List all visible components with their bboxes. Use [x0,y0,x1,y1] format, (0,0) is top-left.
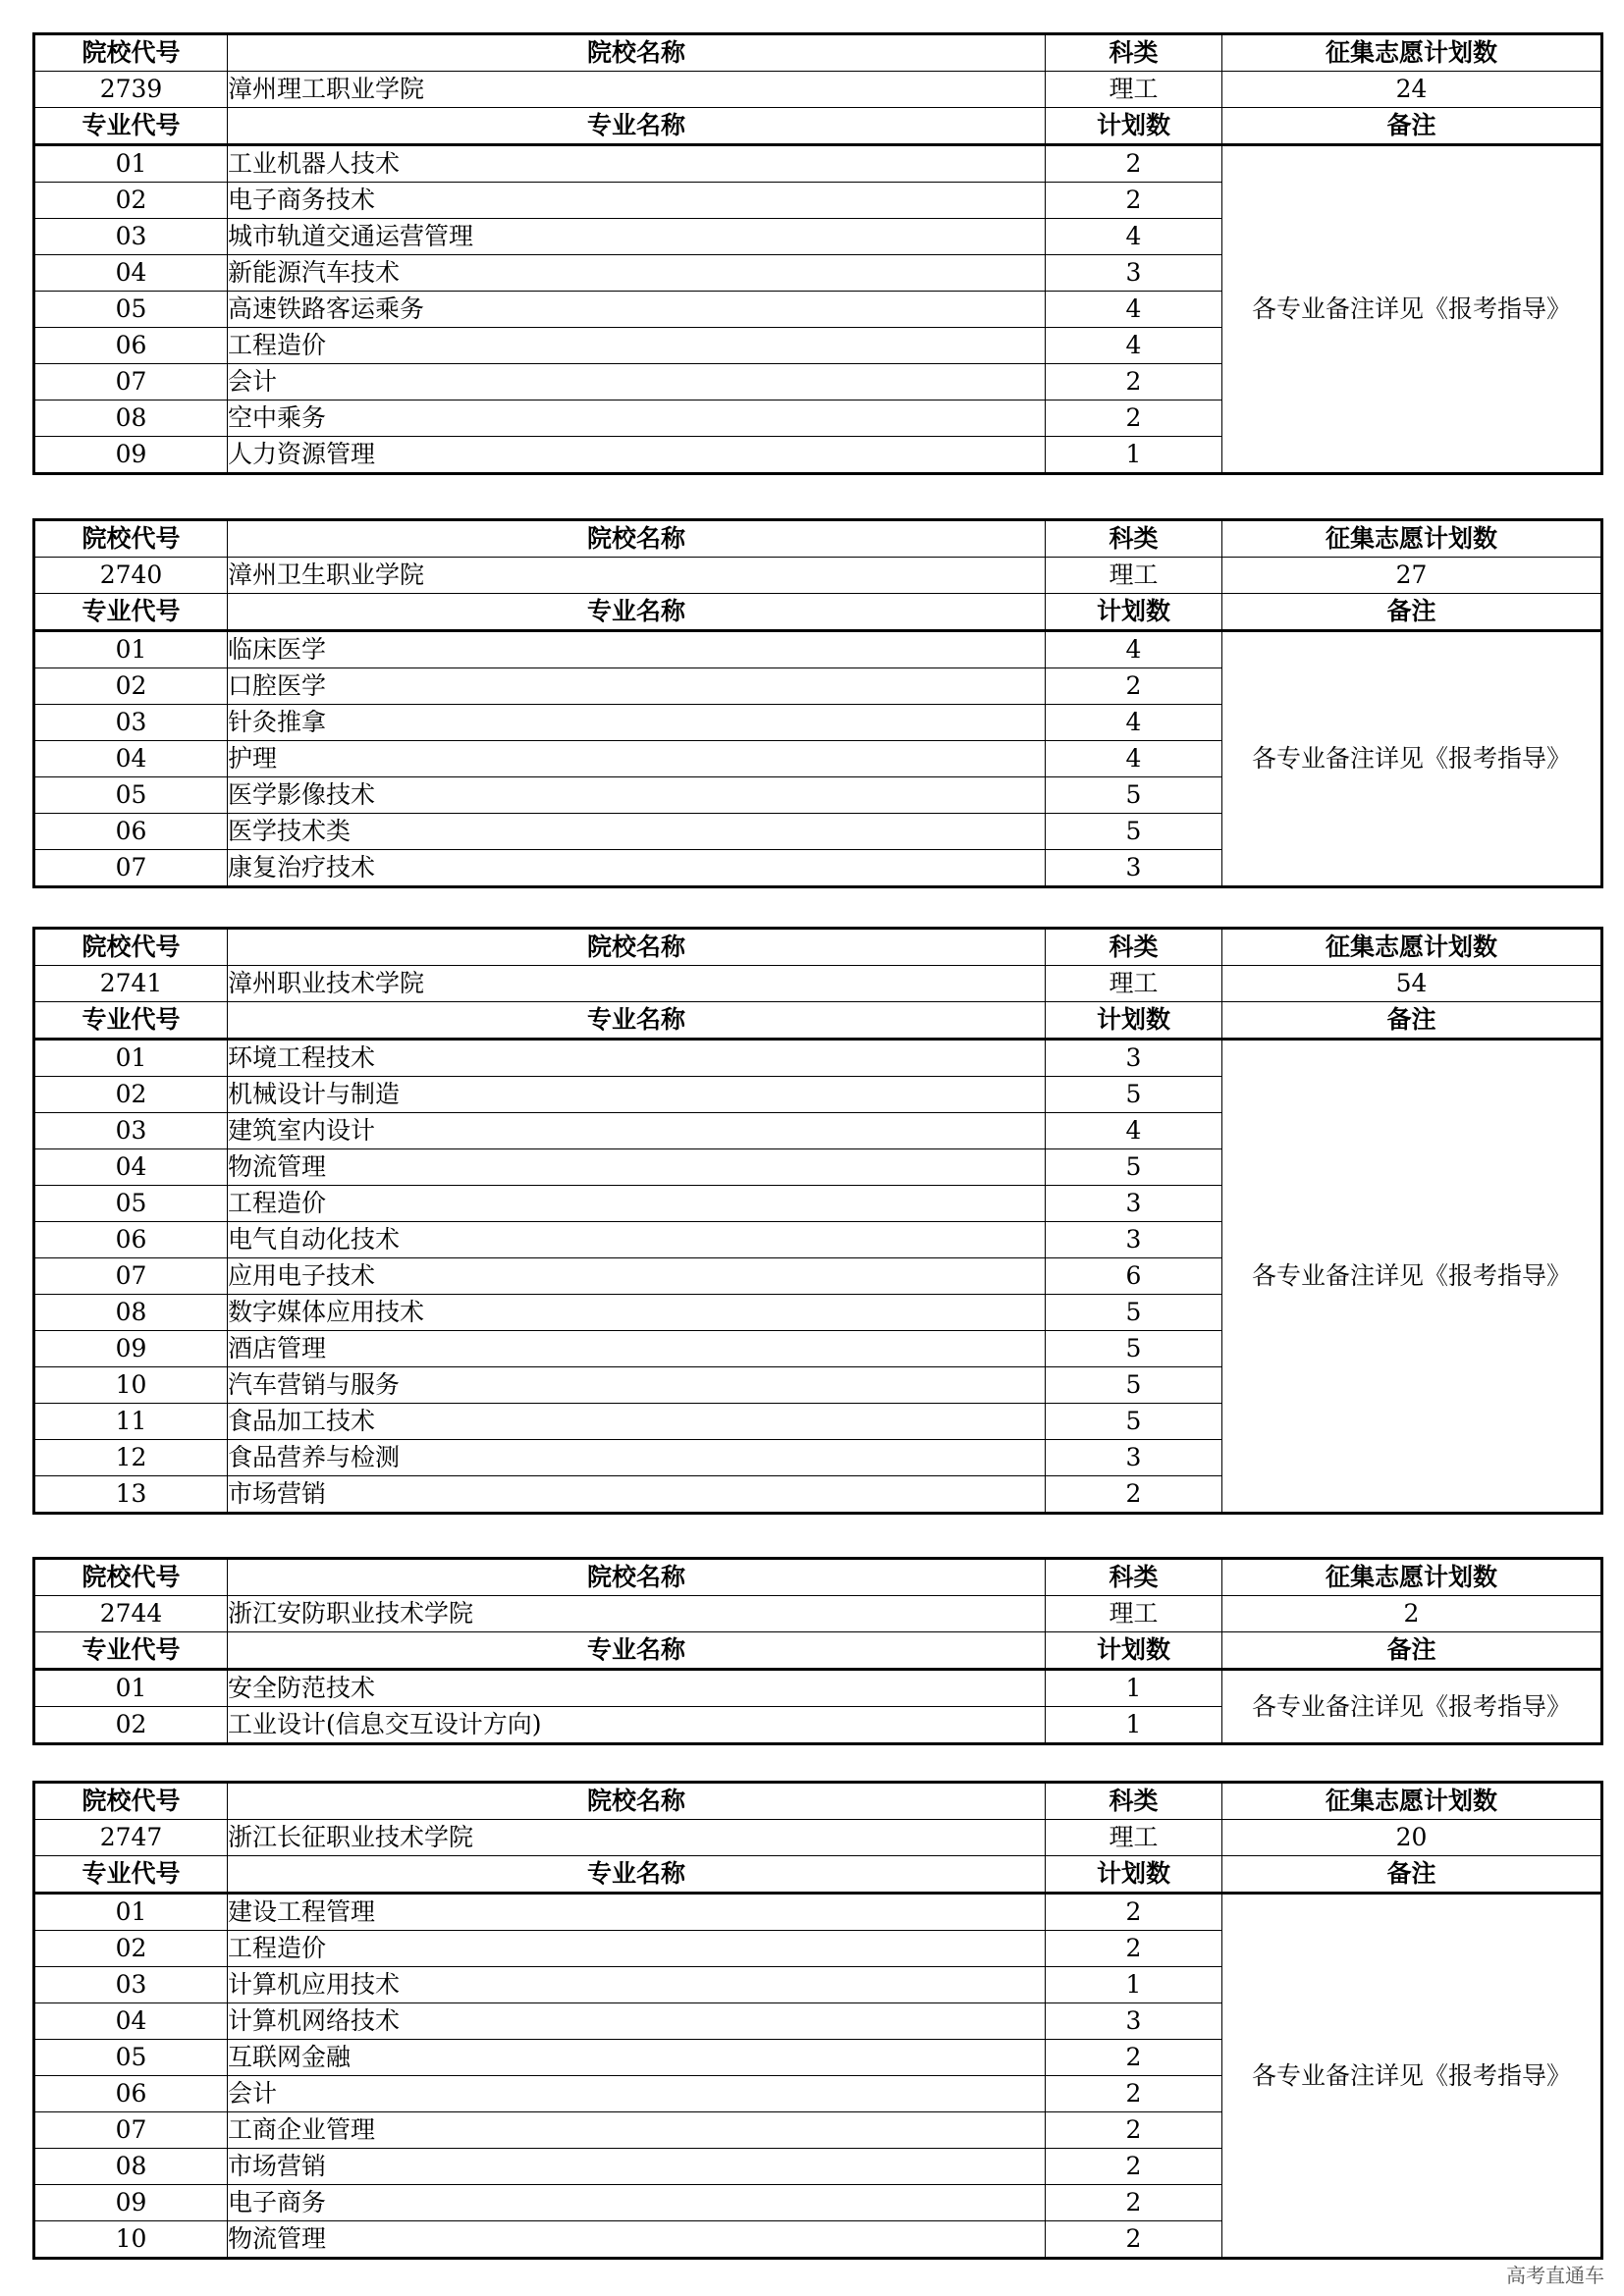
header-school-code: 院校代号 [34,34,228,72]
major-note: 各专业备注详见《报考指导》 [1222,1894,1602,2259]
major-name: 电子商务技术 [228,183,1046,219]
header-plan-count: 计划数 [1046,108,1222,145]
header-school-code: 院校代号 [34,520,228,558]
major-name: 空中乘务 [228,400,1046,437]
header-note: 备注 [1222,594,1602,631]
school-code: 2741 [34,966,228,1002]
major-plan-count: 2 [1046,364,1222,400]
school-plan-total: 20 [1222,1820,1602,1856]
header-plan-total: 征集志愿计划数 [1222,1783,1602,1820]
major-header-row [34,1632,1602,1670]
major-code: 06 [34,2076,228,2112]
major-name: 医学影像技术 [228,777,1046,814]
major-plan-count: 2 [1046,668,1222,705]
major-code: 08 [34,2149,228,2185]
major-code: 03 [34,219,228,255]
major-plan-count: 2 [1046,2076,1222,2112]
major-header-row [34,1002,1602,1040]
major-plan-count: 1 [1046,1967,1222,2003]
major-code: 09 [34,437,228,474]
major-name: 电气自动化技术 [228,1222,1046,1258]
header-note: 备注 [1222,1002,1602,1040]
major-code: 08 [34,1295,228,1331]
major-name: 物流管理 [228,2221,1046,2259]
major-code: 05 [34,1186,228,1222]
major-plan-count: 5 [1046,1077,1222,1113]
major-name: 机械设计与制造 [228,1077,1046,1113]
major-code: 10 [34,1367,228,1404]
major-code: 02 [34,1707,228,1744]
school-category: 理工 [1046,558,1222,594]
school-header-row [34,520,1602,558]
major-plan-count: 3 [1046,1222,1222,1258]
major-code: 04 [34,255,228,292]
school-category: 理工 [1046,1820,1222,1856]
major-code: 05 [34,777,228,814]
header-plan-count: 计划数 [1046,1002,1222,1040]
school-info-row [34,1596,1602,1632]
major-name: 电子商务 [228,2185,1046,2221]
major-code: 10 [34,2221,228,2259]
school-table [32,518,1603,888]
header-school-name: 院校名称 [228,520,1046,558]
table-row [34,631,1602,668]
school-block [32,518,1603,888]
major-plan-count: 5 [1046,814,1222,850]
school-code: 2740 [34,558,228,594]
major-header-row [34,1856,1602,1894]
major-plan-count: 2 [1046,2149,1222,2185]
header-category: 科类 [1046,1559,1222,1596]
major-plan-count: 2 [1046,145,1222,183]
school-plan-total: 54 [1222,966,1602,1002]
major-code: 05 [34,292,228,328]
major-plan-count: 2 [1046,183,1222,219]
header-major-name: 专业名称 [228,594,1046,631]
major-name: 医学技术类 [228,814,1046,850]
major-plan-count: 5 [1046,1404,1222,1440]
school-name: 浙江长征职业技术学院 [228,1820,1046,1856]
header-school-code: 院校代号 [34,929,228,966]
major-code: 06 [34,814,228,850]
major-plan-count: 3 [1046,850,1222,887]
major-name: 会计 [228,364,1046,400]
major-plan-count: 6 [1046,1258,1222,1295]
major-plan-count: 2 [1046,1931,1222,1967]
major-code: 02 [34,1077,228,1113]
major-plan-count: 2 [1046,2112,1222,2149]
major-name: 人力资源管理 [228,437,1046,474]
major-code: 12 [34,1440,228,1476]
major-code: 01 [34,1670,228,1707]
major-code: 03 [34,705,228,741]
header-note: 备注 [1222,108,1602,145]
major-name: 应用电子技术 [228,1258,1046,1295]
major-plan-count: 2 [1046,2040,1222,2076]
major-plan-count: 3 [1046,2003,1222,2040]
major-name: 新能源汽车技术 [228,255,1046,292]
watermark-text: 高考直通车 [1506,2264,1604,2287]
major-name: 汽车营销与服务 [228,1367,1046,1404]
table-row [34,1040,1602,1077]
major-name: 数字媒体应用技术 [228,1295,1046,1331]
school-block [32,1557,1603,1745]
major-plan-count: 1 [1046,1707,1222,1744]
major-name: 食品营养与检测 [228,1440,1046,1476]
school-name: 浙江安防职业技术学院 [228,1596,1046,1632]
major-code: 04 [34,2003,228,2040]
school-category: 理工 [1046,1596,1222,1632]
major-name: 建筑室内设计 [228,1113,1046,1149]
header-note: 备注 [1222,1632,1602,1670]
major-name: 工程造价 [228,328,1046,364]
major-plan-count: 4 [1046,1113,1222,1149]
major-name: 计算机网络技术 [228,2003,1046,2040]
major-code: 07 [34,364,228,400]
header-major-code: 专业代号 [34,1632,228,1670]
major-plan-count: 5 [1046,1367,1222,1404]
major-code: 07 [34,850,228,887]
major-code: 01 [34,631,228,668]
major-plan-count: 3 [1046,255,1222,292]
table-row [34,145,1602,183]
header-school-code: 院校代号 [34,1559,228,1596]
school-name: 漳州职业技术学院 [228,966,1046,1002]
major-name: 物流管理 [228,1149,1046,1186]
school-plan-total: 2 [1222,1596,1602,1632]
major-code: 06 [34,1222,228,1258]
major-plan-count: 4 [1046,741,1222,777]
school-info-row [34,966,1602,1002]
major-plan-count: 5 [1046,1149,1222,1186]
major-plan-count: 3 [1046,1040,1222,1077]
header-major-name: 专业名称 [228,1002,1046,1040]
header-major-code: 专业代号 [34,108,228,145]
major-plan-count: 4 [1046,292,1222,328]
major-plan-count: 1 [1046,437,1222,474]
major-name: 康复治疗技术 [228,850,1046,887]
header-plan-total: 征集志愿计划数 [1222,929,1602,966]
school-code: 2744 [34,1596,228,1632]
major-plan-count: 4 [1046,219,1222,255]
major-plan-count: 4 [1046,631,1222,668]
header-note: 备注 [1222,1856,1602,1894]
major-note: 各专业备注详见《报考指导》 [1222,1040,1602,1514]
school-code: 2739 [34,72,228,108]
major-name: 工商企业管理 [228,2112,1046,2149]
school-header-row [34,34,1602,72]
table-row [34,1894,1602,1931]
major-code: 01 [34,145,228,183]
major-plan-count: 5 [1046,1295,1222,1331]
school-header-row [34,1783,1602,1820]
school-header-row [34,929,1602,966]
school-header-row [34,1559,1602,1596]
header-category: 科类 [1046,520,1222,558]
major-name: 工程造价 [228,1931,1046,1967]
header-major-name: 专业名称 [228,108,1046,145]
header-major-code: 专业代号 [34,1856,228,1894]
header-school-name: 院校名称 [228,1783,1046,1820]
major-code: 03 [34,1113,228,1149]
major-plan-count: 4 [1046,328,1222,364]
major-name: 酒店管理 [228,1331,1046,1367]
header-plan-total: 征集志愿计划数 [1222,520,1602,558]
header-plan-count: 计划数 [1046,594,1222,631]
major-code: 04 [34,1149,228,1186]
major-header-row [34,108,1602,145]
major-code: 01 [34,1894,228,1931]
major-header-row [34,594,1602,631]
header-plan-count: 计划数 [1046,1856,1222,1894]
header-plan-total: 征集志愿计划数 [1222,34,1602,72]
major-plan-count: 5 [1046,777,1222,814]
major-name: 工业机器人技术 [228,145,1046,183]
major-code: 09 [34,2185,228,2221]
header-major-name: 专业名称 [228,1632,1046,1670]
major-name: 护理 [228,741,1046,777]
major-name: 食品加工技术 [228,1404,1046,1440]
major-name: 临床医学 [228,631,1046,668]
major-name: 高速铁路客运乘务 [228,292,1046,328]
school-name: 漳州卫生职业学院 [228,558,1046,594]
major-name: 市场营销 [228,1476,1046,1514]
major-code: 06 [34,328,228,364]
major-code: 02 [34,1931,228,1967]
header-school-name: 院校名称 [228,929,1046,966]
major-plan-count: 4 [1046,705,1222,741]
school-plan-total: 27 [1222,558,1602,594]
major-code: 08 [34,400,228,437]
header-major-code: 专业代号 [34,594,228,631]
major-plan-count: 1 [1046,1670,1222,1707]
header-major-name: 专业名称 [228,1856,1046,1894]
major-plan-count: 3 [1046,1440,1222,1476]
major-code: 02 [34,668,228,705]
header-school-name: 院校名称 [228,1559,1046,1596]
school-table [32,927,1603,1515]
major-name: 口腔医学 [228,668,1046,705]
school-table [32,1781,1603,2260]
header-plan-total: 征集志愿计划数 [1222,1559,1602,1596]
school-name: 漳州理工职业学院 [228,72,1046,108]
header-school-code: 院校代号 [34,1783,228,1820]
major-name: 环境工程技术 [228,1040,1046,1077]
major-plan-count: 2 [1046,400,1222,437]
major-name: 工业设计(信息交互设计方向) [228,1707,1046,1744]
header-category: 科类 [1046,1783,1222,1820]
major-name: 工程造价 [228,1186,1046,1222]
major-plan-count: 2 [1046,1894,1222,1931]
major-code: 11 [34,1404,228,1440]
major-note: 各专业备注详见《报考指导》 [1222,1670,1602,1744]
major-name: 会计 [228,2076,1046,2112]
major-plan-count: 5 [1046,1331,1222,1367]
major-name: 计算机应用技术 [228,1967,1046,2003]
major-code: 07 [34,2112,228,2149]
school-category: 理工 [1046,966,1222,1002]
major-code: 03 [34,1967,228,2003]
major-plan-count: 2 [1046,1476,1222,1514]
header-category: 科类 [1046,929,1222,966]
major-plan-count: 2 [1046,2221,1222,2259]
header-category: 科类 [1046,34,1222,72]
major-code: 07 [34,1258,228,1295]
major-code: 04 [34,741,228,777]
header-major-code: 专业代号 [34,1002,228,1040]
school-table [32,32,1603,475]
school-block [32,1781,1603,2260]
major-plan-count: 2 [1046,2185,1222,2221]
major-note: 各专业备注详见《报考指导》 [1222,145,1602,474]
school-code: 2747 [34,1820,228,1856]
major-name: 建设工程管理 [228,1894,1046,1931]
major-plan-count: 3 [1046,1186,1222,1222]
header-plan-count: 计划数 [1046,1632,1222,1670]
major-note: 各专业备注详见《报考指导》 [1222,631,1602,887]
major-code: 01 [34,1040,228,1077]
school-block [32,32,1603,475]
major-name: 安全防范技术 [228,1670,1046,1707]
major-code: 05 [34,2040,228,2076]
major-name: 针灸推拿 [228,705,1046,741]
table-row [34,1670,1602,1707]
school-table [32,1557,1603,1745]
major-code: 02 [34,183,228,219]
school-info-row [34,1820,1602,1856]
school-block [32,927,1603,1515]
school-category: 理工 [1046,72,1222,108]
school-info-row [34,558,1602,594]
school-info-row [34,72,1602,108]
major-name: 城市轨道交通运营管理 [228,219,1046,255]
school-plan-total: 24 [1222,72,1602,108]
header-school-name: 院校名称 [228,34,1046,72]
major-name: 市场营销 [228,2149,1046,2185]
major-code: 13 [34,1476,228,1514]
major-name: 互联网金融 [228,2040,1046,2076]
major-code: 09 [34,1331,228,1367]
